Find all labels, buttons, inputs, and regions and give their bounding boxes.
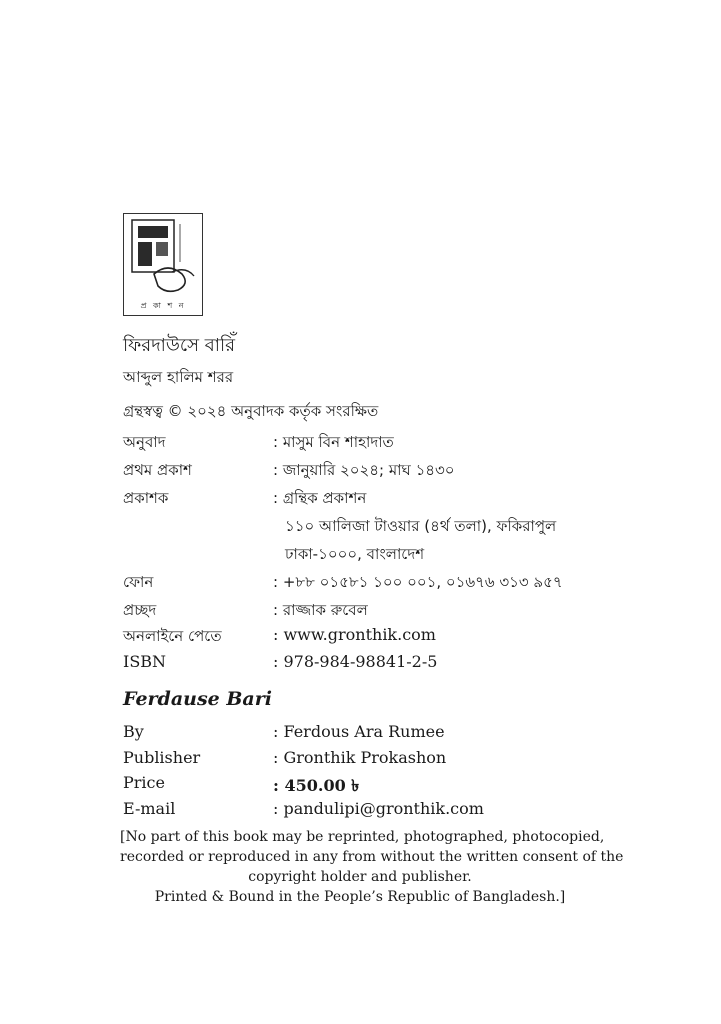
detail-label: ISBN (123, 652, 167, 671)
book-title-bengali: ফিরদাউসে বারিঁ (123, 335, 236, 356)
disclaimer-line: recorded or reproduced in any from without the written consent of the (120, 849, 624, 865)
detail-label: অনলাইনে পেতে (123, 627, 222, 645)
english-label: Publisher (123, 748, 201, 767)
english-label: Price (123, 773, 165, 792)
detail-value: : 978-984-98841-2-5 (273, 652, 438, 671)
rights-disclaimer (120, 827, 624, 907)
detail-label: প্রচ্ছদ (123, 601, 157, 619)
disclaimer-line: [No part of this book may be reprinted, photographed, photocopied, (120, 829, 605, 845)
publisher-logo-mark (124, 214, 204, 300)
detail-value: ১১০ আলিজা টাওয়ার (৪র্থ তলা), ফকিরাপুল (285, 517, 557, 535)
detail-label: প্রথম প্রকাশ (123, 461, 192, 479)
detail-value: : গ্রন্থিক প্রকাশন (273, 489, 367, 507)
detail-value: : রাজ্জাক রুবেল (273, 601, 368, 619)
book-title-english: Ferdause Bari (123, 688, 272, 710)
english-label: E-mail (123, 799, 176, 818)
email-link[interactable]: : pandulipi@gronthik.com (273, 799, 484, 818)
detail-value: ঢাকা-১০০০, বাংলাদেশ (285, 545, 425, 563)
english-label: By (123, 722, 144, 741)
logo-caption: প্র কা শ ন (140, 301, 186, 310)
website-link[interactable]: : www.gronthik.com (273, 625, 436, 644)
copyright-notice: গ্রন্থস্বত্ব © ২০২৪ অনুবাদক কর্তৃক সংরক্ষিত (123, 402, 379, 420)
english-value: : Gronthik Prokashon (273, 748, 447, 767)
detail-label: প্রকাশক (123, 489, 169, 507)
detail-label: ফোন (123, 573, 154, 591)
detail-value: : +৮৮ ০১৫৮১ ১০০ ০০১, ০১৬৭৬ ৩১৩ ৯৫৭ (273, 573, 563, 591)
english-value: : Ferdous Ara Rumee (273, 722, 445, 741)
book-author-bengali: আব্দুল হালিম শরর (123, 368, 234, 386)
publisher-logo (123, 213, 203, 316)
price-value: : 450.00 ৳ (273, 776, 360, 795)
detail-label: অনুবাদ (123, 433, 166, 451)
detail-value: : মাসুম বিন শাহাদাত (273, 433, 394, 451)
disclaimer-line: copyright holder and publisher. (248, 869, 472, 885)
detail-value: : জানুয়ারি ২০২৪; মাঘ ১৪৩০ (273, 461, 455, 479)
disclaimer-line: Printed & Bound in the People’s Republic of Bangladesh.] (154, 889, 566, 905)
